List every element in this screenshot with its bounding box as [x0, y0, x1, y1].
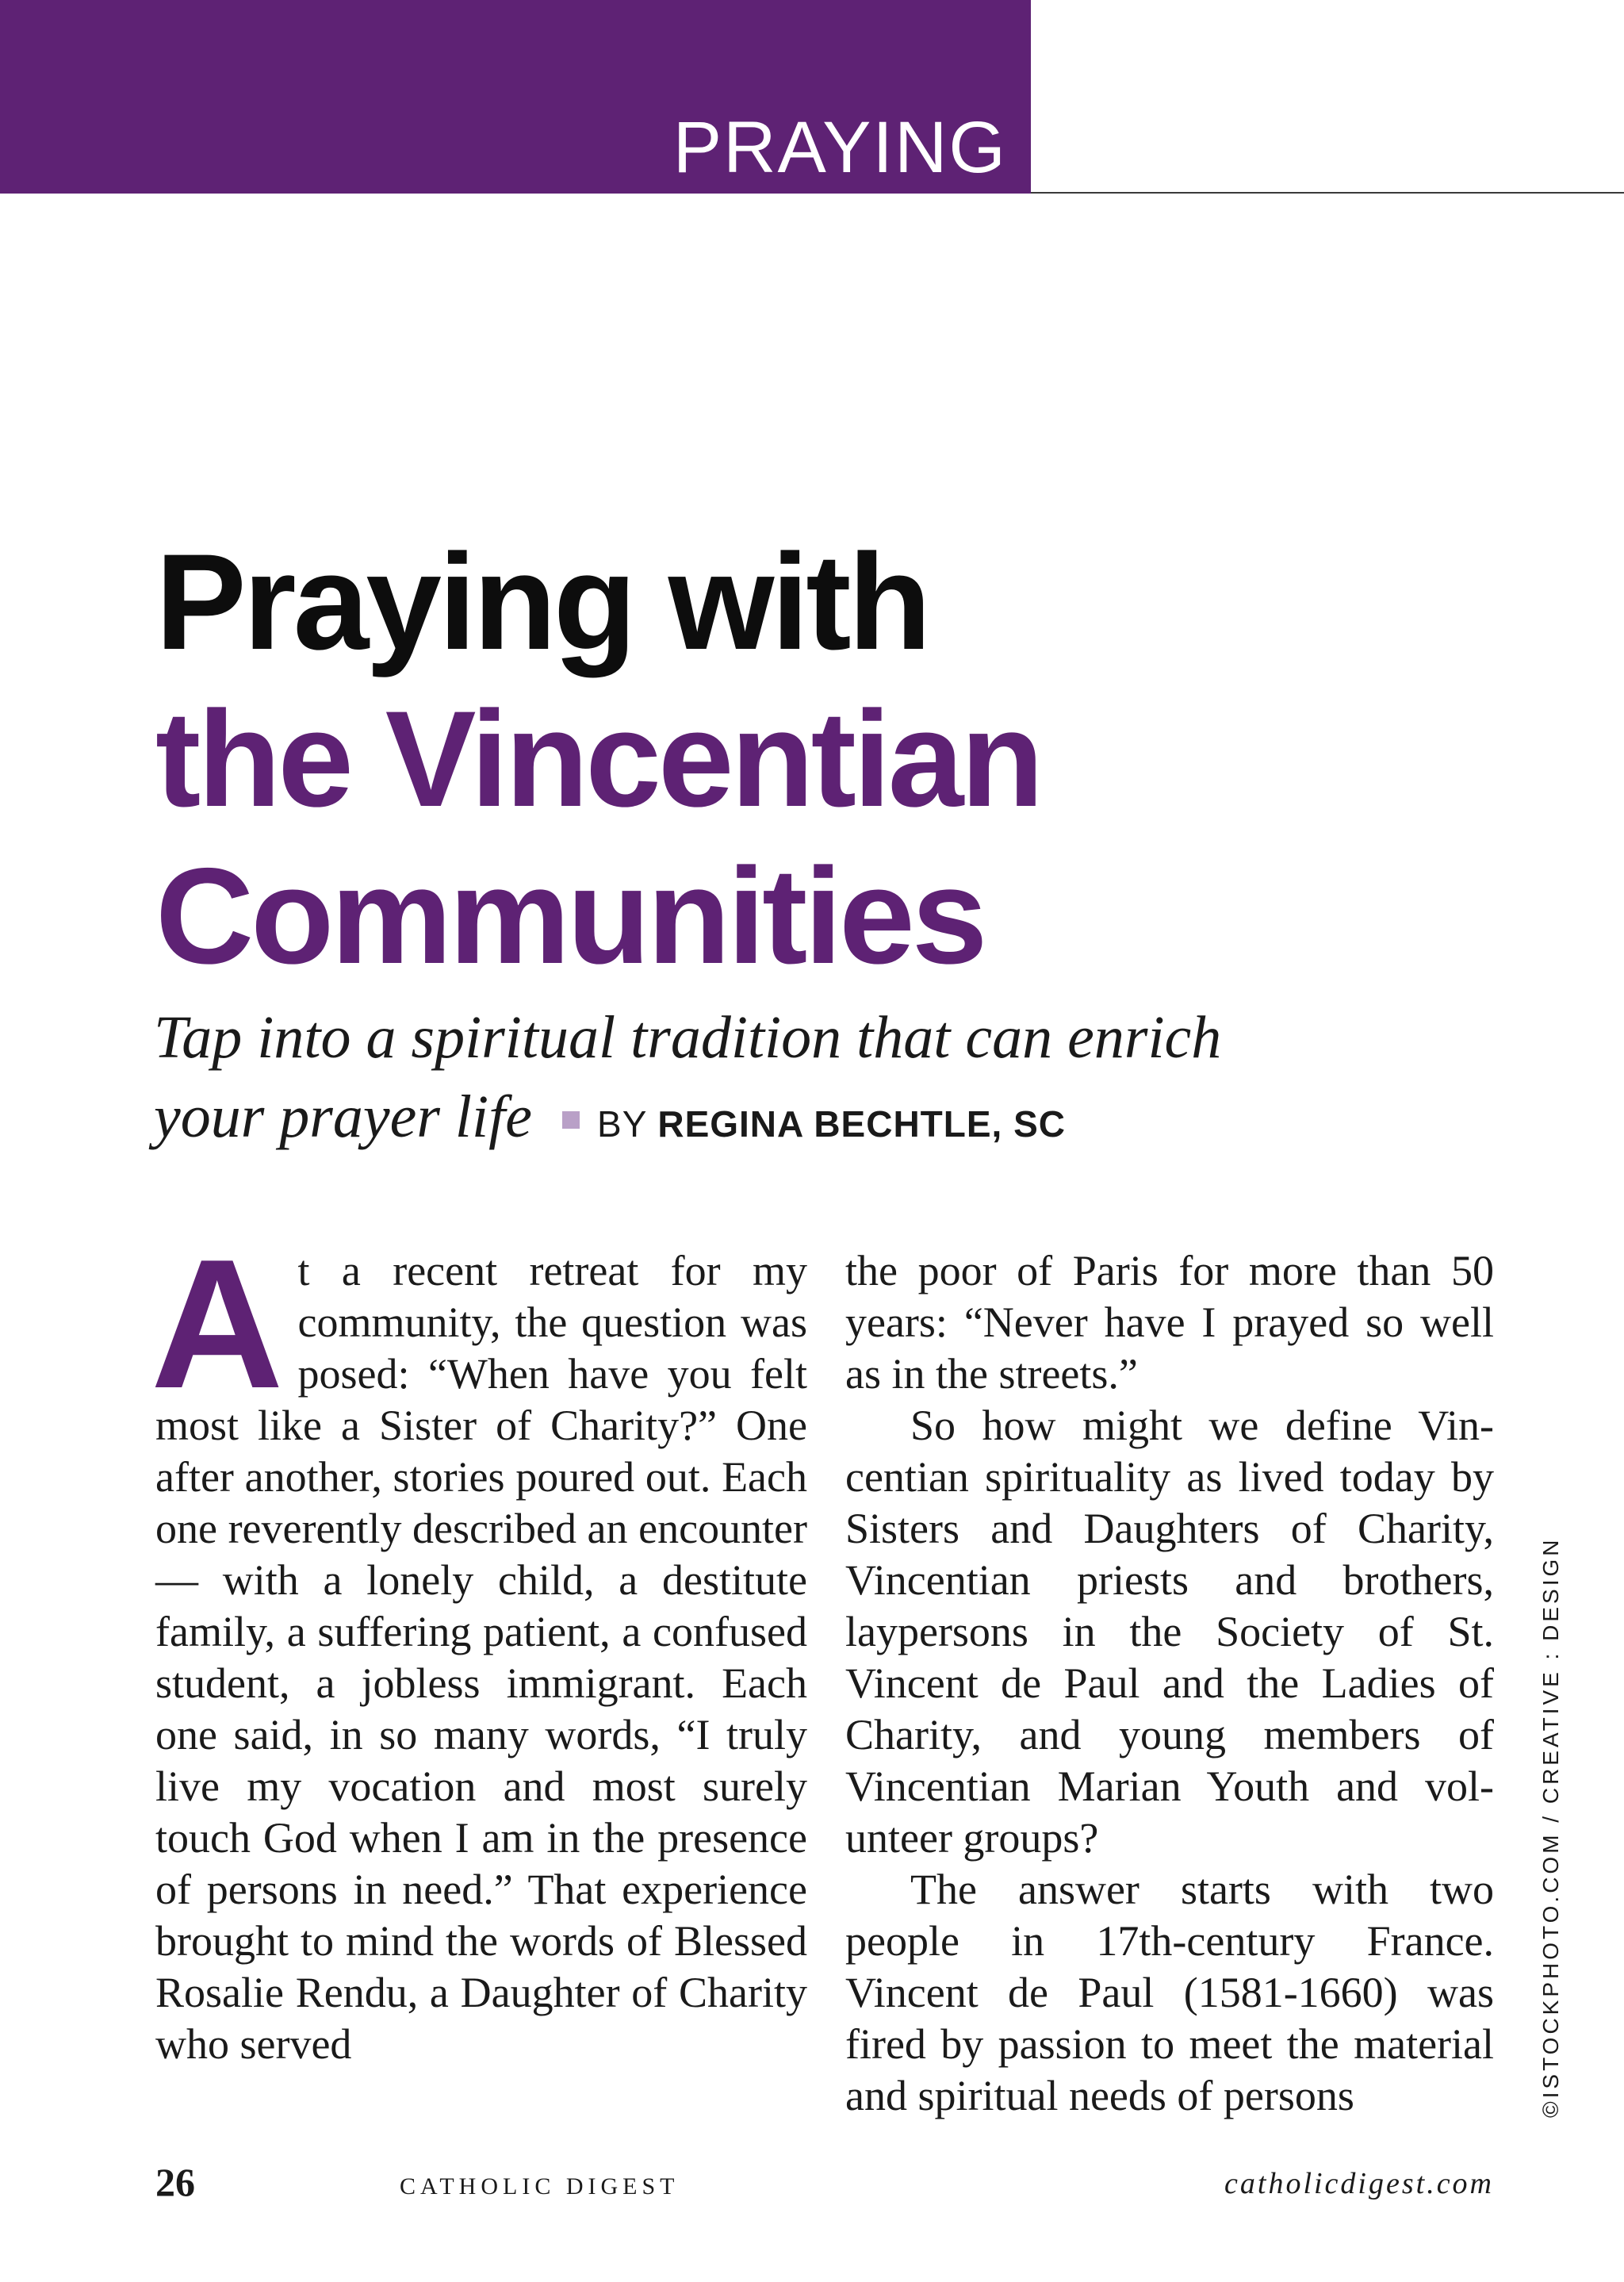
byline — [597, 1103, 1066, 1145]
square-bullet-icon — [562, 1111, 580, 1129]
body-paragraph-1-continued: the poor of Paris for more than 50 years: “Never have I prayed so well as in the streets.” — [845, 1247, 1494, 1398]
body-paragraph-2: So how might we define Vincentian spirituality as lived today by Sisters and Daughters of Charity, Vincentian priests and brothers, laypersons in the Society of St. Vincent de Paul and the Ladies of Charity, and young members of Vincentian Marian Youth and volunteer groups? — [845, 1402, 1494, 1862]
deck-line-1: Tap into a spiritual tradition that can enrich — [154, 1004, 1222, 1071]
photo-credit: ©ISTOCKPHOTO.COM / CREATIVE : DESIGN — [1538, 1536, 1563, 2118]
byline-prefix: BY — [597, 1103, 647, 1145]
header-rule — [1031, 192, 1624, 194]
article-deck — [154, 998, 1343, 1164]
page-number: 26 — [155, 2160, 195, 2204]
body-paragraph-1 — [151, 1222, 807, 2070]
drop-cap: A — [151, 1222, 284, 1427]
section-label: PRAYING — [672, 107, 1007, 188]
body-column-left — [151, 1222, 807, 2070]
title-line-2: the Vincentian — [155, 683, 1041, 835]
body-column-right — [845, 1245, 1494, 2122]
magazine-name: CATHOLIC DIGEST — [400, 2173, 680, 2200]
deck-line-2: your prayer life — [154, 1083, 533, 1150]
title-line-1: Praying with — [155, 526, 929, 678]
byline-author: REGINA BECHTLE, SC — [657, 1103, 1066, 1145]
body-paragraph-1-text: t a recent retreat for my community, the question was posed: “When have you felt most like a Sister of Charity?” One after another, stories poured out. Each one reverently described an encounter — with a lonely child, a destitute family, a suffering patient, a confused student, a jobless immigrant. Each one said, in so many words, “I truly live my vocation and most surely touch God when I am in the presence of persons in need.” That experience brought to mind the words of Blessed Rosalie Rendu, a Daughter of Charity who served — [155, 1247, 807, 2068]
article-title — [155, 524, 1424, 995]
title-line-3: Communities — [155, 840, 985, 992]
website-url: catholicdigest.com — [1224, 2167, 1494, 2200]
body-paragraph-3: The answer starts with two people in 17th-century France. Vincent de Paul (1581-1660) was fired by passion to meet the material and spiritual needs of persons — [845, 1866, 1494, 2119]
section-banner — [0, 0, 1031, 194]
